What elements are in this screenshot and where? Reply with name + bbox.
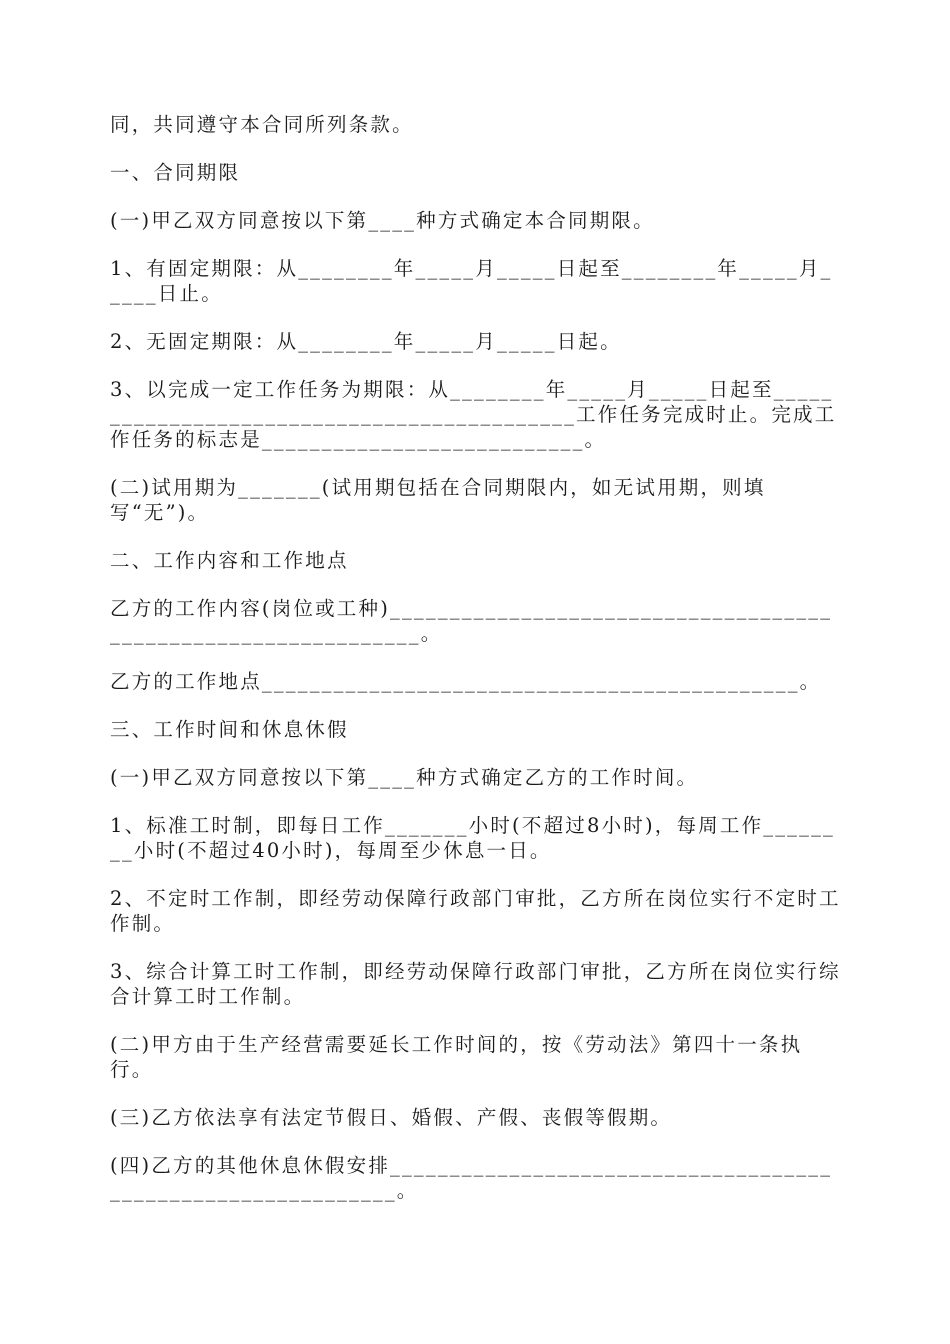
paragraph-holidays: (三)乙方依法享有法定节假日、婚假、产假、丧假等假期。	[110, 1106, 673, 1129]
section-heading-work-content: 二、工作内容和工作地点	[110, 549, 349, 572]
paragraph-comprehensive-hours: 3、综合计算工时工作制，即经劳动保障行政部门审批，乙方所在岗位实行综合计算工时工作制。	[110, 960, 841, 1008]
paragraph-hours-choice: (一)甲乙双方同意按以下第____种方式确定乙方的工作时间。	[110, 766, 699, 789]
section-heading-work-hours: 三、工作时间和休息休假	[110, 718, 349, 741]
paragraph-standard-hours: 1、标准工时制，即每日工作_______小时(不超过8小时)，每周工作________小时(不超过40小时)，每周至少休息一日。	[110, 814, 835, 862]
paragraph-open-term: 2、无固定期限：从________年_____月_____日起。	[110, 330, 622, 353]
paragraph-term-choice: (一)甲乙双方同意按以下第____种方式确定本合同期限。	[110, 209, 655, 232]
paragraph-intro: 同，共同遵守本合同所列条款。	[110, 113, 414, 136]
paragraph-other-leave: (四)乙方的其他休息休假安排_____________________________________________________________。	[110, 1154, 833, 1202]
paragraph-overtime: (二)甲方由于生产经营需要延长工作时间的，按《劳动法》第四十一条执行。	[110, 1033, 803, 1081]
paragraph-work-location: 乙方的工作地点_____________________________________________。	[110, 670, 822, 693]
paragraph-work-content: 乙方的工作内容(岗位或工种)_______________________________________________________________。	[110, 597, 833, 645]
document-page	[110, 112, 842, 1226]
paragraph-task-term: 3、以完成一定工作任务为期限：从________年_____月_____日起至____________________________________________工作任务完成时止。完成工作任务的标志是___________________________。	[110, 378, 837, 451]
paragraph-flexible-hours: 2、不定时工作制，即经劳动保障行政部门审批，乙方所在岗位实行不定时工作制。	[110, 887, 841, 935]
section-heading-contract-term: 一、合同期限	[110, 161, 241, 184]
paragraph-probation: (二)试用期为_______(试用期包括在合同期限内，如无试用期，则填写“无”)。	[110, 476, 766, 524]
paragraph-fixed-term: 1、有固定期限：从________年_____月_____日起至________年_____月_____日止。	[110, 257, 833, 305]
